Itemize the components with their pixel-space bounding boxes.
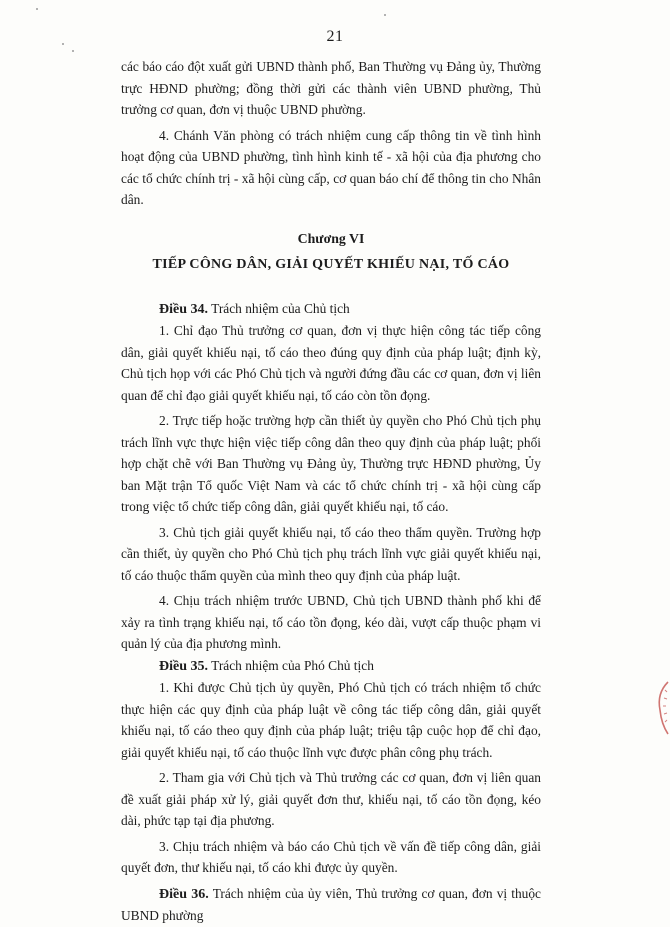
intro-paragraph: các báo cáo đột xuất gửi UBND thành phố, Ban Thường vụ Đảng ủy, Thường trực HĐND phường; đồng thời gửi các thành viên UBND phường, Thủ trưởng cơ quan, đơn vị thuộc UBND phường. bbox=[121, 59, 541, 117]
article-36-heading bbox=[121, 883, 541, 927]
chapter-title: TIẾP CÔNG DÂN, GIẢI QUYẾT KHIẾU NẠI, TỐ CÁO bbox=[152, 257, 510, 272]
article-35-heading bbox=[121, 655, 541, 678]
article-34-heading bbox=[121, 298, 541, 321]
article-34-item-1: 1. Chỉ đạo Thủ trưởng cơ quan, đơn vị thực hiện công tác tiếp công dân, giải quyết khiếu nại, tố cáo theo đúng quy định của pháp luật; định kỳ, Chủ tịch họp với các Phó Chủ tịch và người đứng đầu các cơ quan, đơn vị liên quan để chỉ đạo giải quyết khiếu nại, tố cáo còn tồn đọng. bbox=[121, 323, 541, 403]
article-34-title: Trách nhiệm của Chủ tịch bbox=[211, 300, 350, 316]
article-35-item-1: 1. Khi được Chủ tịch ủy quyền, Phó Chủ tịch có trách nhiệm tổ chức thực hiện các quy định của pháp luật về công tác tiếp công dân, giải quyết khiếu nại, tố cáo theo quy định của pháp luật; triệu tập cuộc họp để chỉ đạo, giải quyết khiếu nại, tố cáo thuộc lĩnh vực được phân công phụ trách. bbox=[121, 680, 541, 760]
article-36-title: Trách nhiệm của ủy viên, Thủ trưởng cơ quan, đơn vị thuộc UBND phường bbox=[121, 885, 542, 923]
scan-speck bbox=[72, 50, 74, 52]
article-35-item-3: 3. Chịu trách nhiệm và báo cáo Chủ tịch về vấn đề tiếp công dân, giải quyết đơn, thư khiếu nại, tố cáo khi được ủy quyền. bbox=[121, 838, 541, 875]
scan-speck bbox=[384, 14, 386, 16]
article-34-item-2: 2. Trực tiếp hoặc trường hợp cần thiết ủy quyền cho Phó Chủ tịch phụ trách lĩnh vực thực hiện việc tiếp công dân theo quy định của pháp luật; phối hợp chặt chẽ với Ban Thường vụ Đảng ủy, Thường trực HĐND phường, Ủy ban Mặt trận Tổ quốc Việt Nam và các tổ chức chính trị - xã hội cùng cấp trong việc tổ chức tiếp công dân, giải quyết khiếu nại, tố cáo. bbox=[121, 413, 541, 514]
page-number: 21 bbox=[326, 28, 344, 45]
previous-item-4: 4. Chánh Văn phòng có trách nhiệm cung cấp thông tin về tình hình hoạt động của UBND phường, tình hình kinh tế - xã hội của địa phương cho các tổ chức chính trị - xã hội cùng cấp, cơ quan báo chí để thông tin cho Nhân dân. bbox=[121, 127, 541, 207]
article-35-number: Điều 35. bbox=[159, 658, 208, 674]
article-36-number: Điều 36. bbox=[159, 886, 209, 902]
article-35-item-2: 2. Tham gia với Chủ tịch và Thủ trưởng các cơ quan, đơn vị liên quan đề xuất giải pháp xử lý, giải quyết đơn thư, khiếu nại, tố cáo tồn đọng, kéo dài, phức tạp tại địa phương. bbox=[121, 770, 541, 828]
article-34-item-4: 4. Chịu trách nhiệm trước UBND, Chủ tịch UBND thành phố khi để xảy ra tình trạng khiếu nại, tố cáo tồn đọng, kéo dài, vượt cấp thuộc phạm vi quản lý của địa phương mình. bbox=[121, 593, 541, 651]
document-body bbox=[121, 56, 541, 927]
scan-speck bbox=[36, 8, 38, 10]
red-seal-edge bbox=[654, 680, 670, 736]
article-34-number: Điều 34. bbox=[159, 301, 208, 317]
article-34-item-3: 3. Chủ tịch giải quyết khiếu nại, tố cáo theo thẩm quyền. Trường hợp cần thiết, ủy quyền cho Phó Chủ tịch phụ trách lĩnh vực giải quyết khiếu nại, tố cáo thuộc thẩm quyền của mình theo quy định của pháp luật. bbox=[121, 524, 541, 583]
chapter-label: Chương VI bbox=[297, 230, 365, 246]
article-35-title: Trách nhiệm của Phó Chủ tịch bbox=[211, 657, 374, 673]
